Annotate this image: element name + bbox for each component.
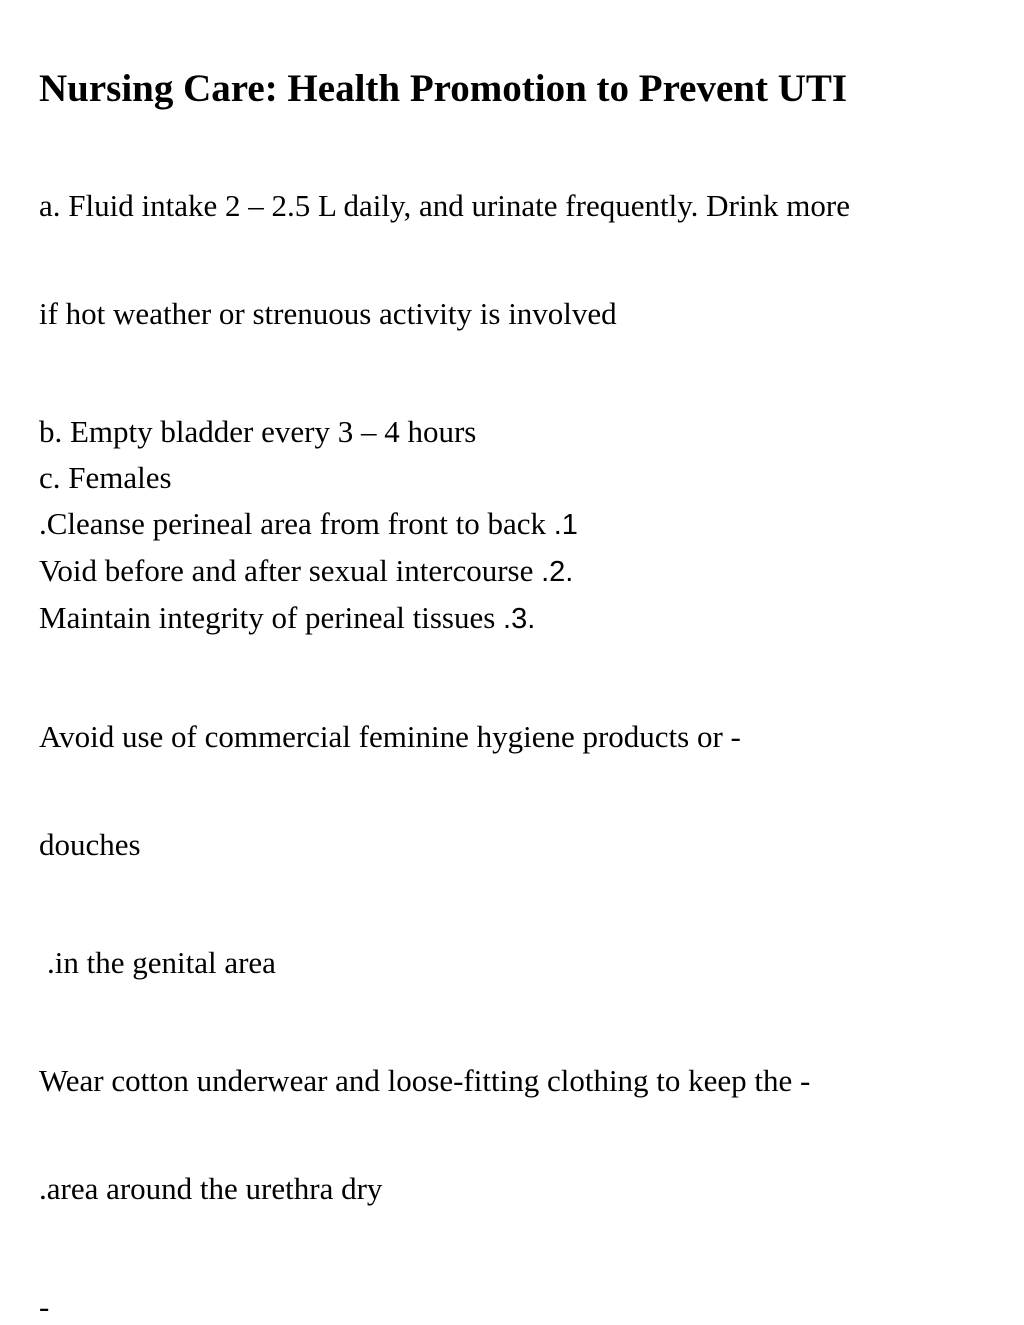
item-fluid-intake: [39, 116, 1014, 404]
item-empty-bladder: b. Empty bladder every 3 – 4 hours: [39, 414, 477, 449]
item-females: c. Females: [39, 460, 172, 495]
item-void-text: Void before and after sexual intercourse: [39, 553, 542, 588]
slide-title: Nursing Care: Health Promotion to Prevent UTI: [39, 67, 848, 110]
slide-body: [39, 116, 1014, 1325]
item-integrity-number: .3.: [503, 603, 536, 635]
item-cotton-underwear: [39, 991, 1014, 1279]
item-avoid-products-line-2: douches: [39, 827, 141, 862]
item-fluid-intake-line-2: if hot weather or strenuous activity is involved: [39, 296, 617, 331]
item-void-number: .2.: [541, 556, 574, 588]
item-cotton-underwear-line-2: .area around the urethra dry: [39, 1171, 383, 1206]
item-fluid-intake-line-1: a. Fluid intake 2 – 2.5 L daily, and urinate frequently. Drink more: [39, 188, 850, 223]
item-cleanse: [39, 506, 1014, 543]
item-cotton-underwear-line-1: Wear cotton underwear and loose-fitting clothing to keep the -: [39, 1063, 811, 1098]
item-genital-area: .in the genital area: [47, 945, 276, 980]
item-integrity-text: Maintain integrity of perineal tissues: [39, 600, 504, 635]
item-integrity: [39, 600, 1014, 637]
item-cleanse-text: .Cleanse perineal area from front to back: [39, 506, 554, 541]
item-void: [39, 553, 1014, 590]
item-avoid-products-line-1: Avoid use of commercial feminine hygiene products or -: [39, 719, 741, 754]
item-dash: -: [39, 1289, 50, 1324]
item-cleanse-number: .1: [553, 509, 578, 541]
item-avoid-products: [39, 647, 1014, 935]
